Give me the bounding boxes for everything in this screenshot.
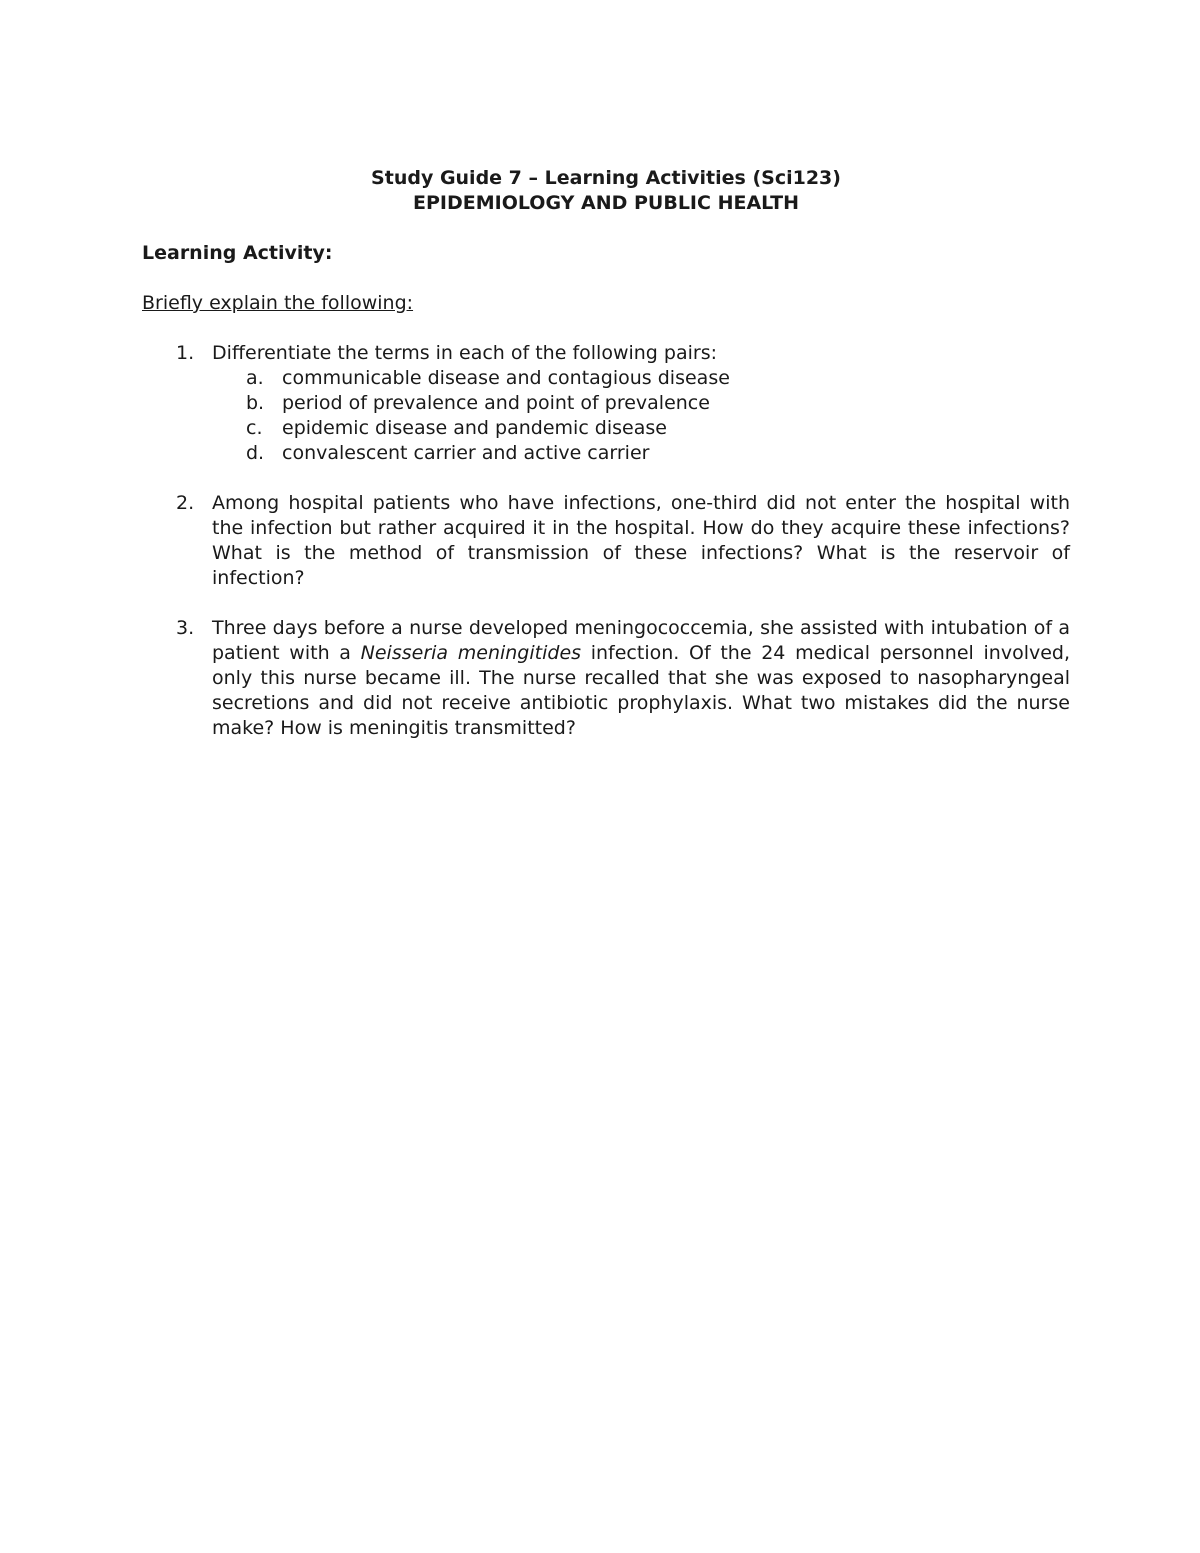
activity-heading: Learning Activity:	[142, 242, 333, 264]
sub-item	[212, 416, 1070, 441]
question-item-1	[142, 341, 1070, 466]
question-text	[212, 616, 1070, 741]
sub-item-letter: a.	[246, 367, 264, 389]
sub-item-text: communicable disease and contagious disease	[282, 367, 730, 389]
document-subtitle: EPIDEMIOLOGY AND PUBLIC HEALTH	[413, 192, 799, 214]
instruction-text: Briefly explain the following:	[142, 292, 414, 314]
document-content	[142, 166, 1070, 766]
question-list	[142, 341, 1070, 741]
question-item-3	[142, 616, 1070, 741]
question-item-2	[142, 491, 1070, 591]
question-number: 3.	[176, 617, 195, 639]
question-text: Among hospital patients who have infections, one-third did not enter the hospital with the infection but rather acquired it in the hospital. How do they acquire these infections? What is the method of transmission of these infections? What is the reservoir of infection?	[212, 492, 1070, 589]
sub-item	[212, 441, 1070, 466]
question-number: 2.	[176, 492, 195, 514]
sub-item	[212, 366, 1070, 391]
sub-item-list	[212, 366, 1070, 466]
sub-item-letter: d.	[246, 442, 265, 464]
title-block	[142, 166, 1070, 216]
question-number: 1.	[176, 342, 195, 364]
question-text: Differentiate the terms in each of the following pairs:	[212, 342, 717, 364]
question-text-part: infection. Of the 24 medical personnel involved, only this nurse became ill. The nurse recalled that she was exposed to nasopharyngeal secretions and did not receive antibiotic prophylaxis. What two mistakes did the nurse make? How is meningitis transmitted?	[212, 642, 1071, 739]
document-title: Study Guide 7 – Learning Activities (Sci123)	[371, 167, 841, 189]
organism-name: Neisseria meningitides	[360, 642, 582, 664]
sub-item-text: epidemic disease and pandemic disease	[282, 417, 667, 439]
sub-item	[212, 391, 1070, 416]
sub-item-text: convalescent carrier and active carrier	[282, 442, 650, 464]
sub-item-letter: b.	[246, 392, 265, 414]
question-text-part: Three days before a nurse developed meningococcemia, she assisted with intubation of a patient with a	[212, 617, 1070, 664]
sub-item-letter: c.	[246, 417, 263, 439]
sub-item-text: period of prevalence and point of prevalence	[282, 392, 710, 414]
